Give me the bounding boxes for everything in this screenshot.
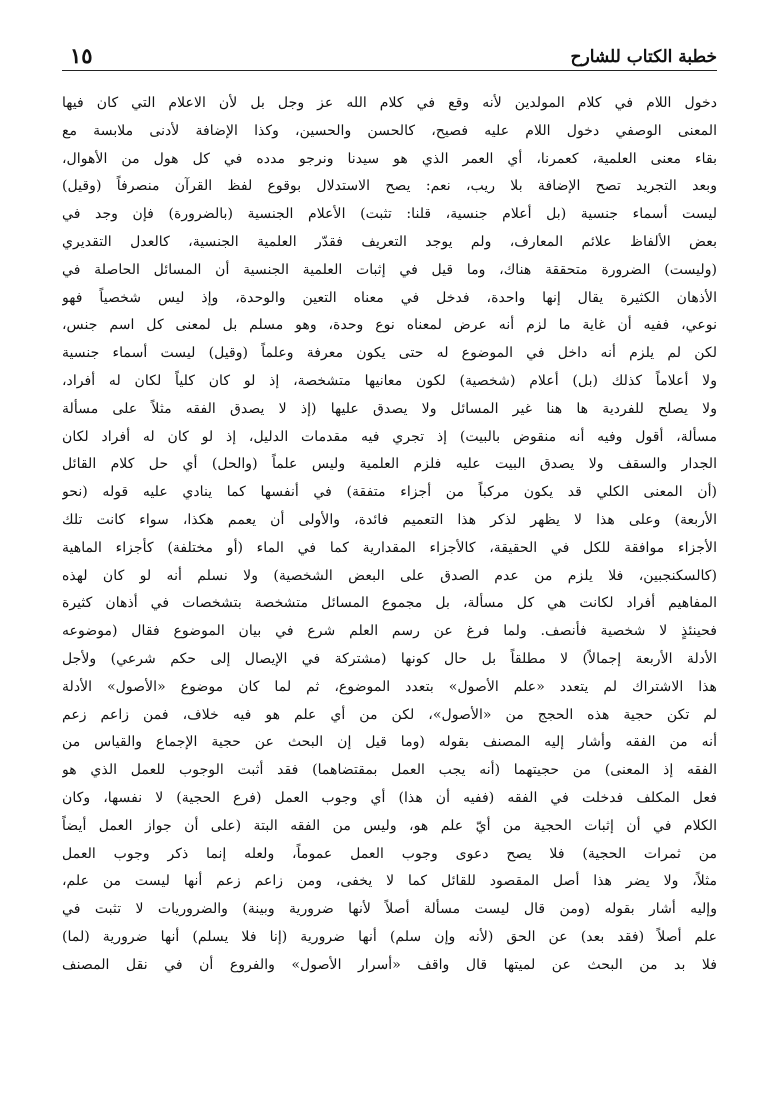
text-line: الأذهان الكثيرة يقال إنها واحدة، فدخل في معناه التعين والوحدة، وإذ ليس شخصياً فهو	[62, 289, 717, 306]
text-line: الأجزاء موافقة للكل في الحقيقة، كالأجزاء المقدارية كما في الماء (أو مختلفة) كأجزاء الماهية	[62, 539, 717, 556]
text-line: مثلاً، ولا يضر هذا أصل المقصود للقائل كما لا يخفى، ومن زاعم زعم أنها ليست من علم،	[62, 873, 717, 890]
text-line: الأربعة) وعلى هذا لا يظهر لذكر هذا التعميم فائدة، والأولى أن يعمم هكذا، سواء كانت تلك	[62, 511, 717, 528]
text-line: لكن لم يلزم أنه داخل في الموضوع له حتى يكون معرفة وعلماً (وقيل) ليست أسماء جنسية	[62, 345, 717, 362]
body-text	[62, 90, 717, 1099]
text-line: (وليست) الضرورة متحققة هناك، وما قيل في إثبات العلمية الجنسية أن المسائل الحاصلة في	[62, 261, 717, 278]
text-line: علم أصلاً (فقد بعد) عن الحق (لأنه وإن سلم) أنها ضرورية (إنا فلا يسلم) أنها ضرورية (لما)	[62, 928, 717, 945]
text-line: بقاء معنى العلمية، كعمرنا، أي العمر الذي هو سيدنا ونرجو مدده في كل هول من الأهوال،	[62, 150, 717, 167]
text-line: المعنى الوصفي دخول اللام عليه فصيح، كالحسن والحسين، وكذا الإضافة لأدنى ملابسة مع	[62, 122, 717, 139]
page-header	[62, 34, 717, 71]
text-line: (أن المعنى الكلي قد يكون مركباً من أجزاء متفقة) في أنفسها كما ينادي عليه قوله (نحو	[62, 484, 717, 501]
text-line: من ثمرات الحجية) فلا يصح دعوى وجوب العمل عموماً، ولعله إنما ذكر وجوب العمل	[62, 845, 717, 862]
text-line: وبعد التجريد تصح الإضافة بلا ريب، نعم: يصح الاستدلال بوقوع لفظ القرآن منصرفاً (وقيل)	[62, 178, 717, 195]
running-title: خطبة الكتاب للشارح	[570, 47, 717, 67]
text-line: فعل المكلف فدخلت في الفقه (ففيه أن هذا) أي وجوب العمل (فرع الحجية) لا نفسها، وكان	[62, 789, 717, 806]
text-line: بعض الألفاظ علائم المعارف، ولم يوجد التعريف فقدّر العلمية الجنسية، كالعدل التقديري	[62, 233, 717, 250]
text-line: نوعي، ففيه أن غاية ما لزم أنه عرض لمعناه نوع وحدة، وهو مسلم بل لمعنى كل اسم جنس،	[62, 317, 717, 334]
text-line: فلا بد من البحث عن لميتها قال واقف «أسرار الأصول» والفروع أن في نقل المصنف	[62, 956, 717, 973]
text-line: ولا أعلاماً كذلك (بل) أعلام (شخصية) لكون معانيها متشخصة، إذ لو كان كلياً لكان له أفراد،	[62, 372, 717, 389]
text-line: الفقه إذ المعنى) من حجيتهما (أنه يجب العمل بمقتضاهما) فقد أثبت الوجوب للعمل الذي هو	[62, 762, 717, 779]
text-line: ولا يصلح للفردية ها هنا غير المسائل ولا يصدق عليها (إذ لا يصدق الفقه مثلاً على مسألة	[62, 400, 717, 417]
text-line: الكلام في أن إثبات الحجية من أيّ علم هو، وليس من الفقه البتة (على أن جواز العمل أيضاً	[62, 817, 717, 834]
text-line: لم تكن حجية هذه الحجج من «الأصول»، لكن من أي علم هو فيه خلاف، فمن زاعم زعم	[62, 706, 717, 723]
text-line: (كالسكنجبين، فلا يلزم من عدم الصدق على البعض الشخصية) ولا نسلم أنه لو كان لهذه	[62, 567, 717, 584]
text-line: ليست أسماء جنسية (بل أعلام جنسية، قلنا: تثبت) الأعلام الجنسية (بالضرورة) فإن وجد في	[62, 206, 717, 223]
text-line: أنه من الفقه وأشار إليه المصنف بقوله (وما قيل إن البحث عن حجية الإجماع والقياس من	[62, 734, 717, 751]
text-line: الأدلة الأربعة إجمالاً) لا مطلقاً بل حال كونها (مشتركة في الإيصال إلى حكم شرعي) ولأجل	[62, 650, 717, 667]
page-number: ١٥	[70, 43, 93, 68]
text-line: دخول اللام في كلام المولدين لأنه وقع في كلام الله عز وجل بل لأن الاعلام التي كان فيها	[62, 95, 717, 111]
text-line: الجدار والسقف ولا يصدق البيت عليه فلزم العلمية وليس علماً (والحل) أي حل كلام القائل	[62, 456, 717, 473]
text-line: مسألة، أقول وفيه أنه منقوض بالبيت) إذ تجري فيه مقدمات الدليل، إذ لو كان له أفراد لكان	[62, 428, 717, 445]
text-line: فحينئذٍ لا شخصية فأنصف. ولما فرغ عن رسم العلم شرع في بيان الموضوع فقال (موضوعه	[62, 623, 717, 640]
text-line: المفاهيم أفراد لكانت هي كل مسألة، بل مجموع المسائل متشخصة بتشخصات في أذهان كثيرة	[62, 595, 717, 612]
text-line: وإليه أشار بقوله (ومن قال ليست مسألة أصلاً لأنها ضرورية وبينة) والضروريات لا تثبت في	[62, 901, 717, 918]
text-line: هذا الاشتراك لم يتعدد «علم الأصول» بتعدد الموضوع، ثم لما كان موضوع «الأصول» الأدلة	[62, 678, 717, 695]
